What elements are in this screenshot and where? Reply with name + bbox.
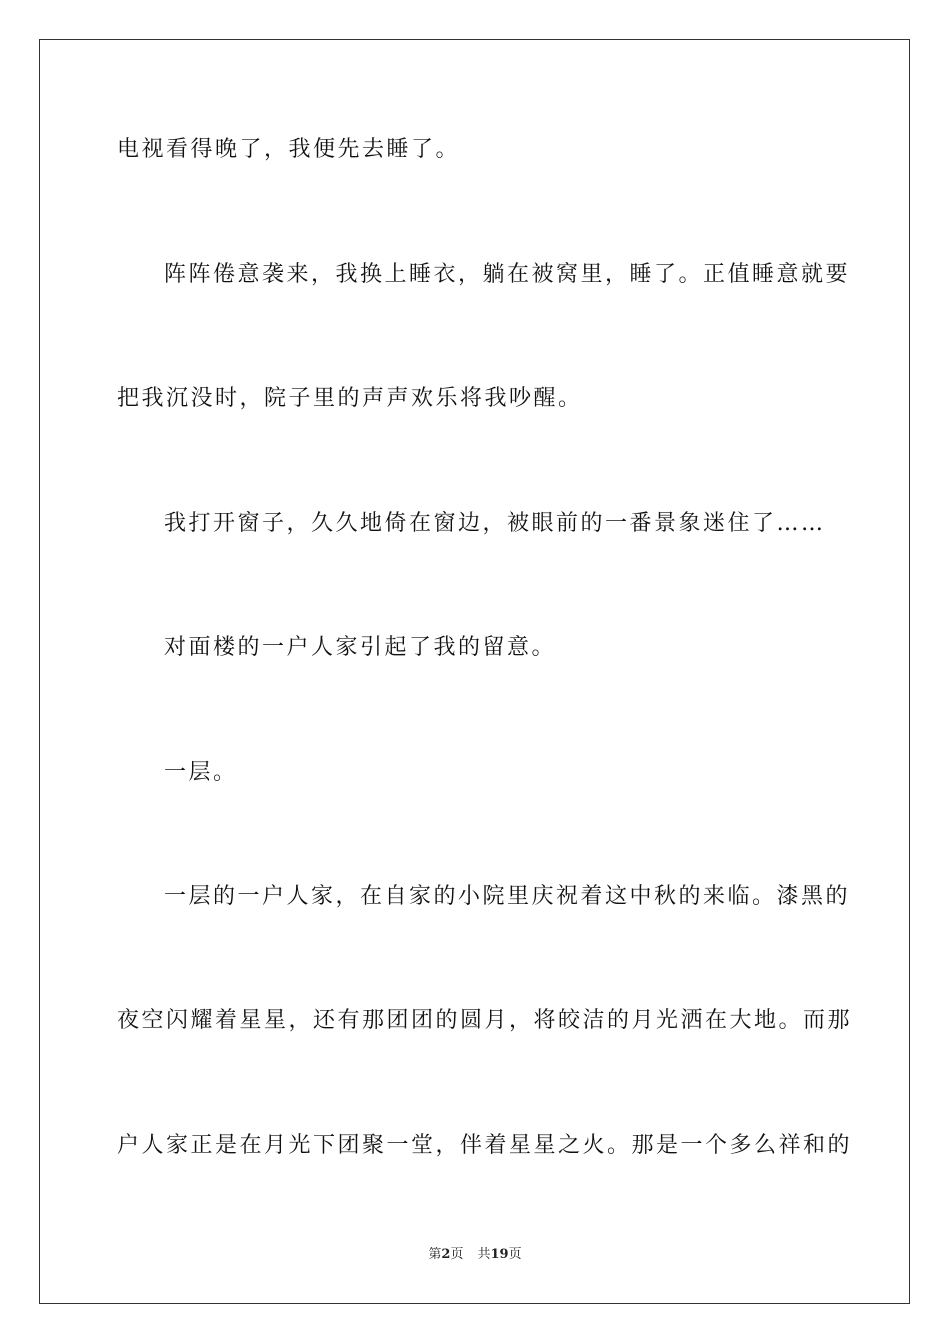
page-number: 2 [441,1247,451,1262]
total-suffix: 页 [508,1247,522,1262]
page-prefix: 第 [428,1247,442,1262]
page-border [39,39,910,1304]
text-line-2: 阵阵倦意袭来，我换上睡衣，躺在被窝里，睡了。正值睡意就要 [164,262,851,287]
text-line-9: 户人家正是在月光下团聚一堂，伴着星星之火。那是一个多么祥和的 [117,1133,853,1158]
text-line-8: 夜空闪耀着星星，还有那团团的圆月，将皎洁的月光洒在大地。而那 [117,1008,853,1033]
total-pages: 19 [490,1247,509,1262]
text-line-1: 电视看得晚了，我便先去睡了。 [117,137,461,162]
total-prefix: 共 [477,1247,491,1262]
page-suffix: 页 [450,1247,464,1262]
page-footer [0,1246,950,1264]
text-line-3: 把我沉没时，院子里的声声欢乐将我吵醒。 [117,386,583,411]
text-line-4: 我打开窗子，久久地倚在窗边，被眼前的一番景象迷住了…… [164,511,826,536]
text-line-7: 一层的一户人家，在自家的小院里庆祝着这中秋的来临。漆黑的 [164,884,851,909]
text-line-6: 一层。 [164,760,238,785]
text-line-5: 对面楼的一户人家引起了我的留意。 [164,635,557,660]
